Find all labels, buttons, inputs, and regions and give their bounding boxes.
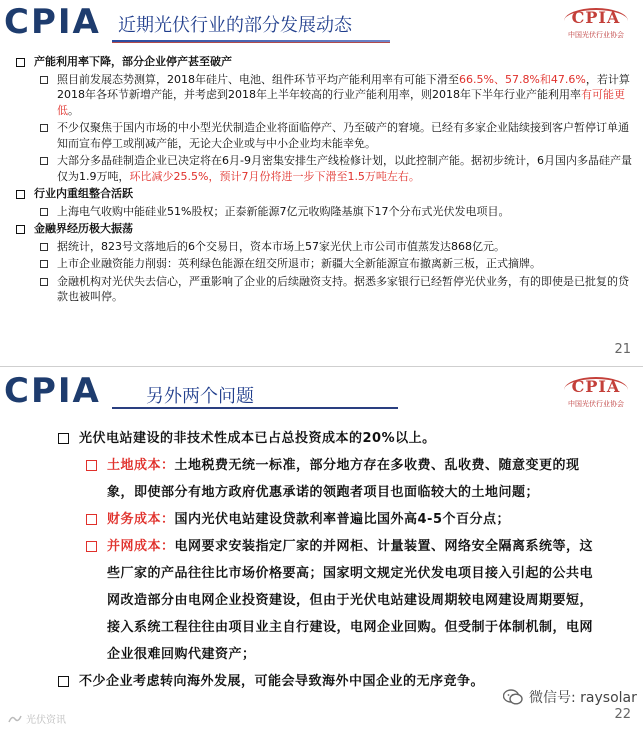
bullet-text: [57, 239, 505, 255]
logo-text: CPIA: [571, 377, 621, 396]
cpia-brand: CPIA: [4, 371, 101, 411]
bullet-text: [57, 256, 541, 272]
point-text: 不少企业考虑转向海外发展，可能会导致海外中国企业的无序竞争。: [79, 674, 485, 689]
square-bullet-icon: [16, 190, 25, 199]
point-nontech-cost: [58, 425, 598, 452]
section-heading-text: 行业内重组整合活跃: [34, 187, 133, 200]
square-bullet-icon: [40, 157, 48, 165]
title-underline: [112, 407, 398, 409]
square-bullet-icon: [16, 225, 25, 234]
section-heading: [14, 54, 634, 70]
body-text: 。: [68, 103, 79, 117]
section-heading: [14, 221, 634, 237]
bullet-text: [57, 120, 634, 151]
bullet-item: [40, 256, 634, 272]
square-bullet-icon: [16, 58, 25, 67]
highlight-text: 环比减少25.5%，预计7月份将进一步下滑至1.5万吨左右。: [129, 169, 420, 183]
logo-subtitle: 中国光伏行业协会: [568, 400, 624, 408]
red-square-bullet-icon: [86, 514, 97, 525]
bullet-item: [40, 153, 634, 184]
body-text: 金融机构对光伏失去信心，严重影响了企业的后续融资支持。据悉多家银行已经暂停光伏业务，有的即使是已批复的贷款也被叫停。: [57, 274, 629, 303]
cpia-logo: [556, 371, 636, 421]
wechat-id: [503, 687, 637, 707]
bullet-item: [40, 72, 634, 119]
square-bullet-icon: [40, 124, 48, 132]
section-heading-text: 金融界经历极大振荡: [34, 222, 133, 235]
body-text: 大部分多晶硅制造企业已决定将在6月-9月密集安排生产线检修计划，以此控制产能。据初步统计，6月国内多晶硅产量仅为1.9万吨，: [57, 154, 632, 183]
bullet-item: [40, 274, 634, 305]
page-number: 22: [614, 707, 631, 722]
subpoint-body: 电网要求安装指定厂家的并网柜、计量装置、网络安全隔离系统等，这些厂家的产品往往比市场价格要高；国家明文规定光伏发电项目接入引起的公共电网改造部分由电网企业投资建设，但由于光伏电站建设周期较电网建设周期要短，接入系统工程往往由项目业主自行建设，电网企业回购。但受制于体制机制，电网企业很难回购代建资产；: [107, 539, 594, 662]
section-heading-text: 产能利用率下降，部分企业停产甚至破产: [34, 55, 232, 68]
section-heading: [14, 186, 634, 202]
subpoint-text: [107, 533, 598, 668]
subpoint-text: [107, 452, 598, 506]
bullet-text: [57, 274, 634, 305]
page-number: 21: [614, 342, 631, 357]
body-text: 照目前发展态势测算，2018年硅片、电池、组件环节平均产能利用率有可能下滑至: [57, 72, 459, 86]
body-text: 不少仅聚焦于国内市场的中小型光伏制造企业将面临停产、乃至破产的窘境。已经有多家企业陆续接到客户暂停订单通知而宣布停工或削减产能，无论大企业或与中小企业均未能幸免。: [57, 121, 629, 150]
square-bullet-icon: [40, 278, 48, 286]
red-square-bullet-icon: [86, 460, 97, 471]
bullet-item: [40, 204, 634, 220]
square-bullet-icon: [58, 676, 69, 687]
wechat-text: 微信号: raysolar: [529, 690, 637, 706]
body-text: 据统计，823号文落地后的6个交易日，资本市场上57家光伏上市公司市值蒸发达868亿元。: [57, 239, 505, 253]
cpia-brand: CPIA: [4, 2, 101, 42]
watermark-icon: [8, 714, 22, 724]
subpoint-item: [86, 506, 598, 533]
title-underline-accent: [112, 42, 390, 43]
bullet-text: [57, 72, 634, 119]
square-bullet-icon: [40, 208, 48, 216]
square-bullet-icon: [40, 260, 48, 268]
body-text: 上海电气收购中能硅业51%股权；正泰新能源7亿元收购隆基旗下17个分布式光伏发电项目。: [57, 204, 510, 218]
subpoint-label: 并网成本：: [107, 539, 175, 554]
subpoint-body: 国内光伏电站建设贷款利率普遍比国外高4-5个百分点；: [174, 512, 511, 527]
point-text: 光伏电站建设的非技术性成本已占总投资成本的20%以上。: [79, 431, 436, 446]
slide1-content: [14, 52, 634, 305]
square-bullet-icon: [58, 433, 69, 444]
bullet-text: [57, 153, 634, 184]
square-bullet-icon: [40, 76, 48, 84]
subpoint-body: 土地税费无统一标准，部分地方存在多收费、乱收费、随意变更的现象，即使部分有地方政府优惠承诺的领跑者项目也面临较大的土地问题；: [107, 458, 580, 500]
highlight-text: 有可能更低: [57, 88, 625, 117]
body-text: ，若计算2018年各环节新增产能，并考虑到2018年上半年较高的行业产能利用率，则2018年下半年行业产能利用率: [57, 72, 630, 101]
logo-subtitle: 中国光伏行业协会: [568, 31, 624, 39]
slide-title: 近期光伏行业的部分发展动态: [118, 15, 352, 36]
highlight-text: 66.5%、57.8%和47.6%: [459, 72, 586, 86]
bullet-text: [57, 204, 509, 220]
body-text: 上市企业融资能力削弱：英利绿色能源在纽交所退市；新疆大全新能源宣布撤离新三板，正式摘牌。: [57, 257, 541, 270]
subpoint-label: 土地成本：: [107, 458, 175, 473]
subpoint-item: [86, 533, 598, 668]
subpoint-text: [107, 506, 510, 533]
watermark: [8, 711, 66, 726]
watermark-text: 光伏资讯: [26, 715, 66, 726]
slide-22: [0, 367, 643, 729]
wechat-icon: [503, 689, 523, 705]
bullet-item: [40, 239, 634, 255]
square-bullet-icon: [40, 243, 48, 251]
subpoint-label: 财务成本：: [107, 512, 175, 527]
bullet-item: [40, 120, 634, 151]
red-square-bullet-icon: [86, 541, 97, 552]
cpia-logo: [556, 2, 636, 52]
slide-title: 另外两个问题: [146, 386, 254, 407]
slide2-content: [58, 425, 598, 695]
logo-text: CPIA: [571, 8, 621, 27]
subpoint-item: [86, 452, 598, 506]
